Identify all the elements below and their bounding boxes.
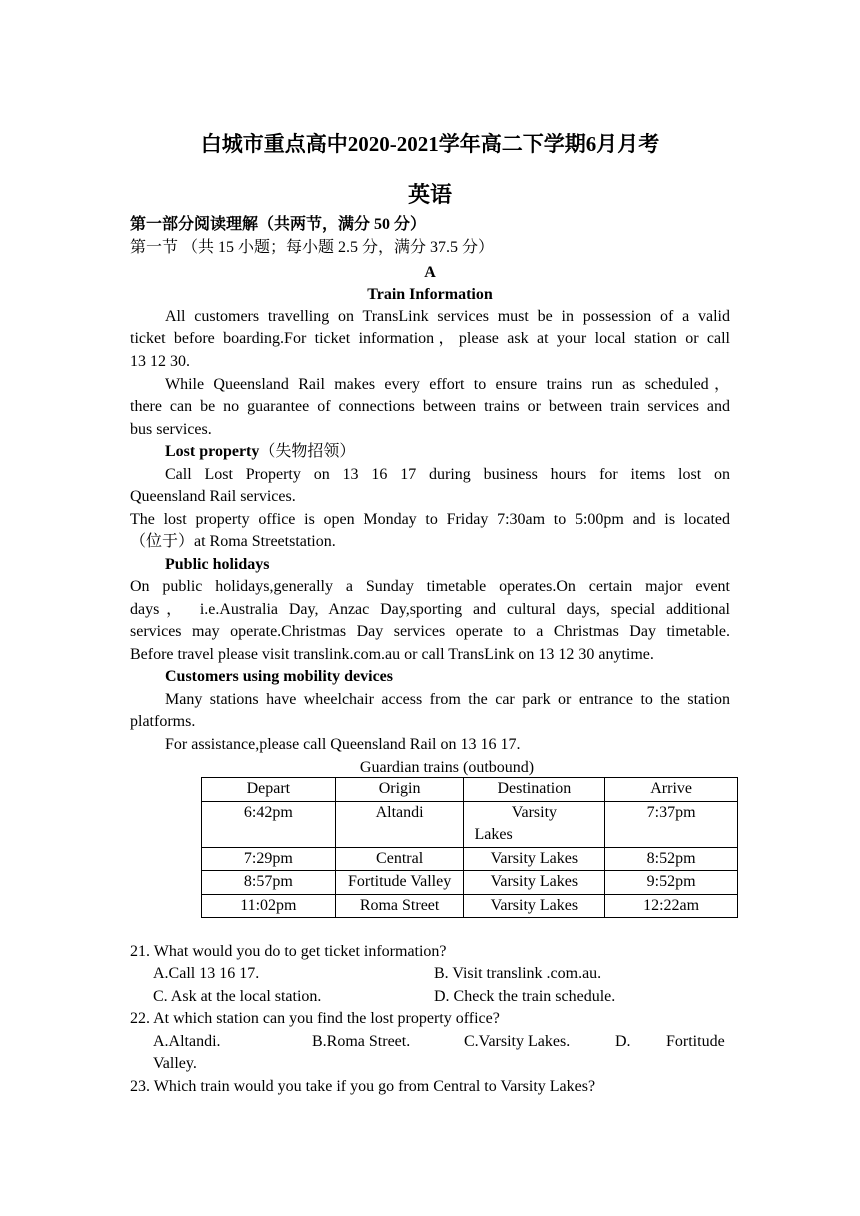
table-cell: 7:29pm (202, 847, 336, 871)
option-22-d-text: Fortitude (666, 1033, 725, 1050)
table-cell: 12:22am (605, 894, 738, 918)
exam-title: 白城市重点高中2020-2021学年高二下学期6月月考 (200, 132, 660, 156)
paragraph-line: there can be no guarantee of connections between trains or between train services and (130, 398, 730, 415)
table-cell: 8:57pm (202, 871, 336, 895)
option-21-c: C. Ask at the local station. (153, 988, 322, 1005)
table-cell: Altandi (335, 801, 464, 847)
paragraph-line: Before travel please visit translink.com.au or call TransLink on 13 12 30 anytime. (130, 646, 654, 663)
paragraph-line: Queensland Rail services. (130, 488, 296, 505)
passage-letter: A (424, 264, 436, 281)
subsection-heading: 第一节 （共 15 小题；每小题 2.5 分，满分 37.5 分） (130, 239, 495, 256)
cell-line: Varsity (511, 803, 558, 821)
option-21-b: B. Visit translink .com.au. (434, 965, 602, 982)
table-caption: Guardian trains (outbound) (359, 759, 535, 776)
lost-property-label: Lost property (165, 443, 260, 460)
question-21: 21. What would you do to get ticket information? (130, 943, 447, 960)
table-cell: 8:52pm (605, 847, 738, 871)
table-cell: 9:52pm (605, 871, 738, 895)
table-header-row (202, 778, 738, 802)
table-cell: Fortitude Valley (335, 871, 464, 895)
paragraph-line: services may operate.Christmas Day services operate to a Christmas Day timetable. (130, 623, 730, 640)
header-cell: Arrive (605, 778, 738, 802)
part-heading: 第一部分阅读理解（共两节，满分 50 分） (130, 216, 427, 233)
paragraph-line: bus services. (130, 421, 212, 438)
table-row (202, 871, 738, 895)
lost-property-heading (130, 441, 730, 464)
table-row (202, 894, 738, 918)
paragraph-line: While Queensland Rail makes every effort to ensure trains run as scheduled， (165, 376, 730, 393)
table-cell: 11:02pm (202, 894, 336, 918)
header-cell: Origin (335, 778, 464, 802)
paragraph-line: All customers travelling on TransLink services must be in possession of a valid (165, 308, 730, 325)
option-22-d: D. (615, 1033, 631, 1050)
paragraph-line: For assistance,please call Queensland Rail on 13 16 17. (165, 736, 521, 753)
paragraph-line: Call Lost Property on 13 16 17 during business hours for items lost on (165, 466, 730, 483)
option-22-a: A.Altandi. (153, 1033, 221, 1050)
option-22-b: B.Roma Street. (312, 1033, 411, 1050)
paragraph-line: On public holidays,generally a Sunday timetable operates.On certain major event (130, 578, 730, 595)
header-cell: Depart (202, 778, 336, 802)
table-cell: 6:42pm (202, 801, 336, 847)
cell-line: Lakes (474, 826, 513, 843)
option-22-c: C.Varsity Lakes. (464, 1033, 571, 1050)
question-23: 23. Which train would you take if you go from Central to Varsity Lakes? (130, 1078, 596, 1095)
table-cell: Varsity Lakes (464, 894, 605, 918)
public-holidays-heading: Public holidays (165, 556, 270, 573)
paragraph-line: platforms. (130, 713, 196, 730)
table-cell: Varsity Lakes (464, 871, 605, 895)
paragraph-line: 13 12 30. (130, 353, 190, 370)
passage-title: Train Information (367, 286, 493, 303)
table-cell: Central (335, 847, 464, 871)
paragraph-line: （位于）at Roma Streetstation. (130, 533, 336, 550)
table-cell: 7:37pm (605, 801, 738, 847)
table-cell: Roma Street (335, 894, 464, 918)
header-cell: Destination (464, 778, 605, 802)
train-timetable (201, 777, 738, 918)
paragraph-line: Many stations have wheelchair access from the car park or entrance to the station (165, 691, 730, 708)
table-row (202, 801, 738, 847)
option-21-a: A.Call 13 16 17. (153, 965, 260, 982)
option-22-d-text-cont: Valley. (153, 1055, 197, 1072)
lost-property-cn: （失物招领） (259, 443, 356, 460)
mobility-heading: Customers using mobility devices (165, 668, 393, 685)
table-row (202, 847, 738, 871)
paragraph-line: days， i.e.Australia Day, Anzac Day,sporting and cultural days, special additional (130, 601, 730, 618)
paragraph-line: The lost property office is open Monday to Friday 7:30am to 5:00pm and is located (130, 511, 730, 528)
subject-title: 英语 (407, 182, 452, 207)
paragraph-line: ticket before boarding.For ticket information，please ask at your local station or call (130, 330, 730, 347)
option-21-d: D. Check the train schedule. (434, 988, 616, 1005)
question-22: 22. At which station can you find the lost property office? (130, 1010, 500, 1027)
table-cell (464, 801, 605, 847)
table-cell: Varsity Lakes (464, 847, 605, 871)
